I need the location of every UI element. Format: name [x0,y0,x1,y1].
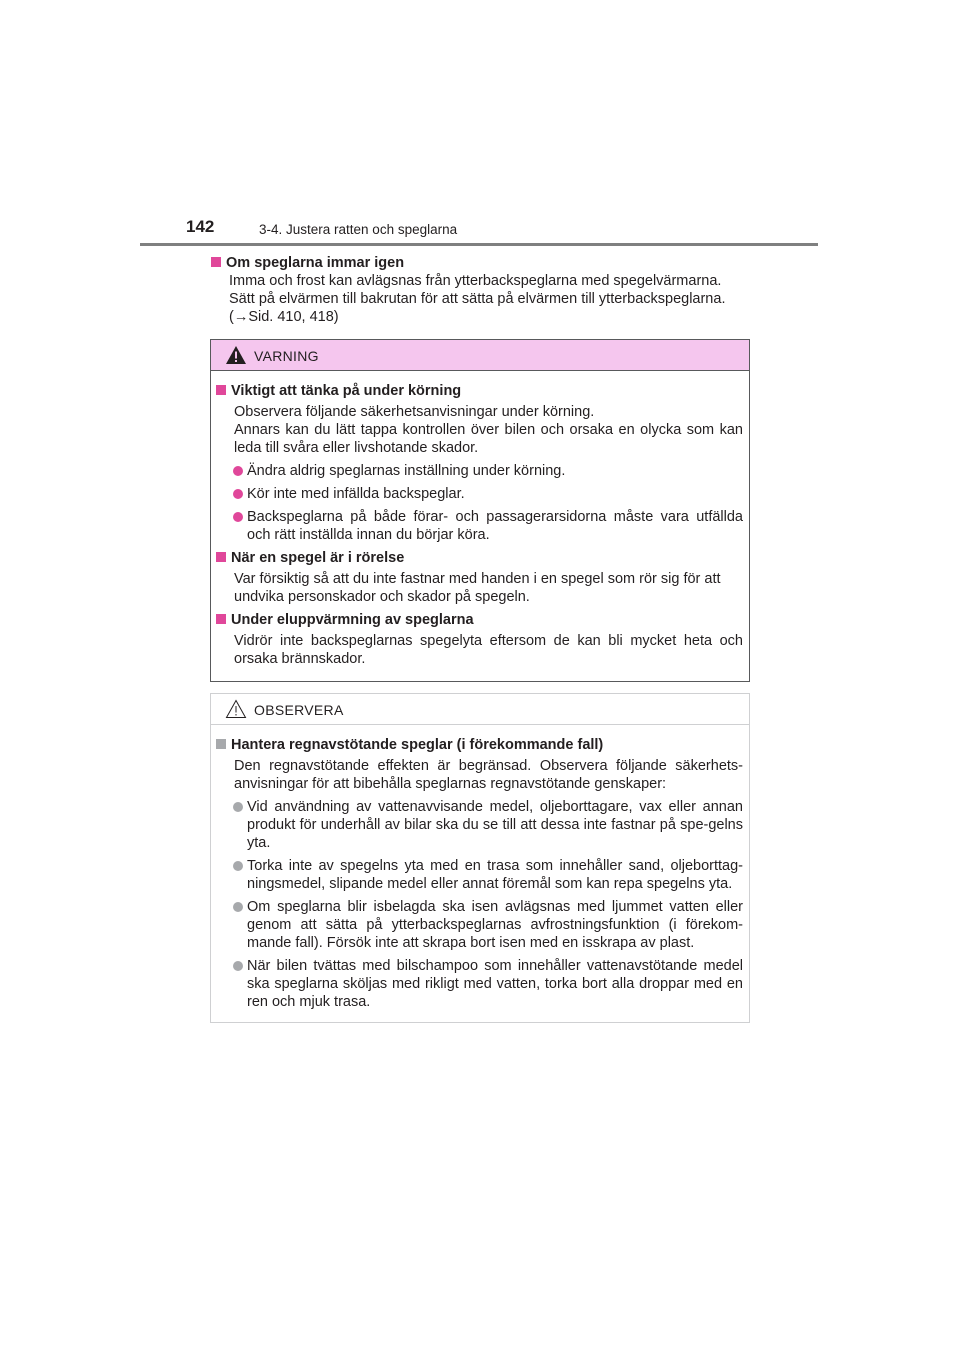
warning-bullet: Backspeglarna på både förar- och passagerarsidorna måste vara utfällda och rätt inställda innan du börjar köra. [216,508,743,544]
notice-bullet: Om speglarna blir isbelagda ska isen avlägsnas med ljummet vatten eller genom att sätta på ytterbackspeglarnas avfrostningsfunktion (i förekom-mande fall). Försök inte att skrapa bort isen med en isskrapa av plast. [216,898,743,952]
warning-bullet: Ändra aldrig speglarnas inställning under körning. [216,462,743,480]
notice-paragraph: Den regnavstötande effekten är begränsad. Observera följande säkerhets-anvisningar för att bibehålla speglarnas regnavstötande genskaper: [234,758,743,792]
header-rule [140,243,818,246]
round-bullet-icon [233,861,243,871]
warning-header [211,340,749,371]
warning-body [211,371,749,668]
warning-paragraph: Observera följande säkerhetsanvisningar under körning. [234,404,595,420]
round-bullet-icon [233,961,243,971]
intro-heading: Om speglarna immar igen [211,254,747,272]
square-bullet-icon [211,257,221,267]
round-bullet-icon [233,466,243,476]
warning-item-heading: När en spegel är i rörelse [216,549,743,567]
intro-line: Sätt på elvärmen till bakrutan för att sätta på elvärmen till ytterbackspeglarna. [229,291,726,307]
square-bullet-icon [216,614,226,624]
round-bullet-icon [233,512,243,522]
square-bullet-icon [216,552,226,562]
warning-paragraph: Var försiktig så att du inte fastnar med handen i en spegel som rör sig för att undvika personskador och skador på spegeln. [234,571,721,605]
notice-bullet: Vid användning av vattenavvisande medel, oljeborttagare, vax eller annan produkt för underhåll av bilar ska du se till att dessa inte fastnar på spe-gelns yta. [216,798,743,852]
notice-bullet: När bilen tvättas med bilschampoo som innehåller vattenavstötande medel ska speglarna sköljas med rikligt med vatten, torka bort alla droppar med en ren och mjuk trasa. [216,957,743,1011]
notice-bullet: Torka inte av spegelns yta med en trasa som innehåller sand, oljeborttag-ningsmedel, slipande medel eller annat föremål som kan repa spegelns yta. [216,857,743,893]
warning-item-heading: Viktigt att tänka på under körning [216,382,743,400]
arrow-icon: → [233,309,249,325]
notice-box [210,693,750,1023]
notice-header [211,694,749,725]
intro-reference: (→Sid. 410, 418) [229,309,339,325]
notice-label: OBSERVERA [254,702,344,718]
intro-text [211,272,747,326]
section-title: 3-4. Justera ratten och speglarna [259,222,458,237]
intro-line: Imma och frost kan avlägsnas från ytterbackspeglarna med spegelvärmarna. [229,273,722,289]
round-bullet-icon [233,902,243,912]
page-number: 142 [186,217,215,236]
warning-label: VARNING [254,348,319,364]
round-bullet-icon [233,489,243,499]
warning-bullet: Kör inte med infällda backspeglar. [216,485,743,503]
caution-triangle-icon [225,699,247,719]
round-bullet-icon [233,802,243,812]
warning-box [210,339,750,682]
notice-body [211,725,749,1011]
warning-item-heading: Under eluppvärmning av speglarna [216,611,743,629]
warning-paragraph: Vidrör inte backspeglarnas spegelyta eftersom de kan bli mycket heta och orsaka brännskador. [234,633,743,667]
page-header [186,216,818,246]
warning-paragraph: Annars kan du lätt tappa kontrollen över bilen och orsaka en olycka som kan leda till svåra eller livshotande skador. [234,422,743,456]
warning-triangle-icon [225,345,247,365]
intro-section [211,254,747,326]
notice-item-heading: Hantera regnavstötande speglar (i förekommande fall) [216,736,743,754]
square-bullet-icon [216,385,226,395]
square-bullet-icon [216,739,226,749]
